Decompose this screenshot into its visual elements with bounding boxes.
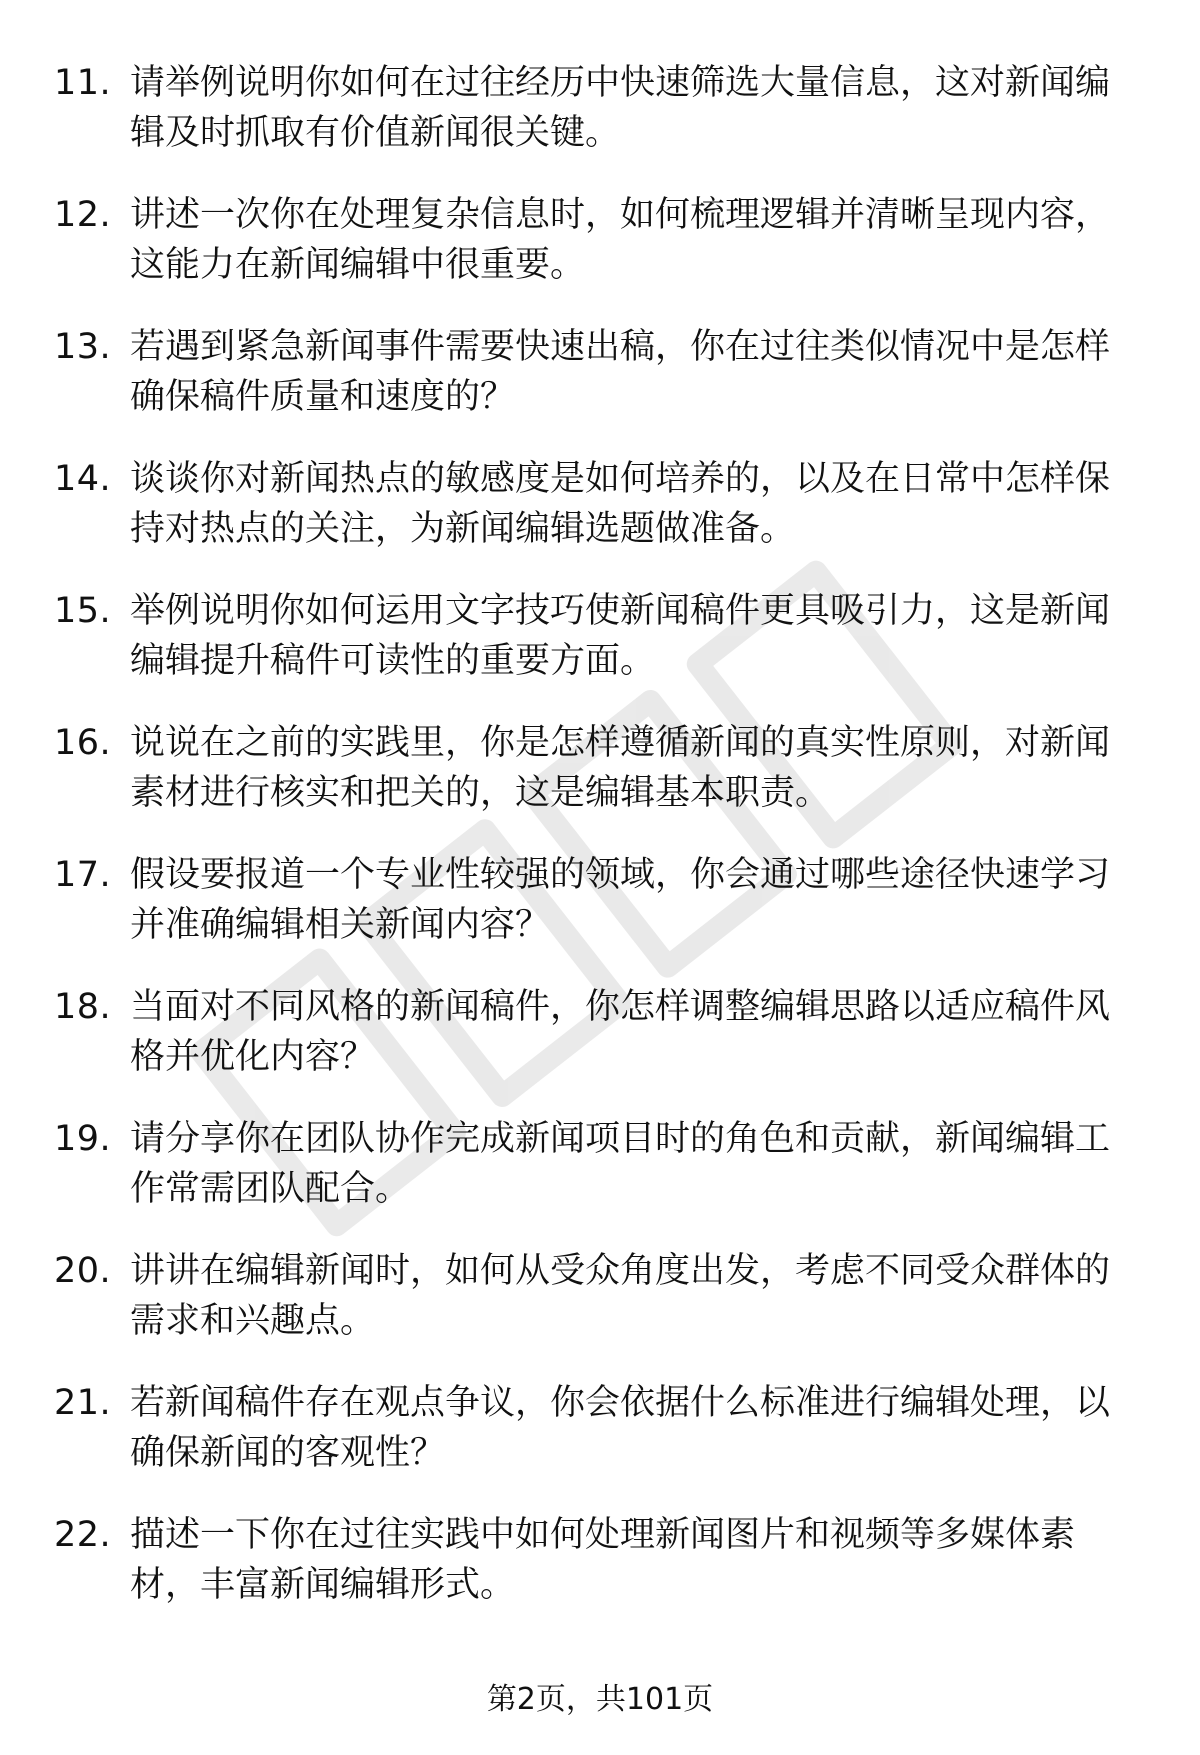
question-line-1: 请分享你在团队协作完成新闻项目时的角色和贡献，新闻编辑工 xyxy=(130,1119,1111,1159)
question-line-1: 请举例说明你如何在过往经历中快速筛选大量信息，这对新闻编 xyxy=(130,63,1111,103)
question-number: 22. xyxy=(54,1515,112,1555)
question-text xyxy=(130,1510,1140,1610)
question-item-20 xyxy=(0,1228,1200,1360)
question-line-1: 若新闻稿件存在观点争议，你会依据什么标准进行编辑处理，以 xyxy=(130,1383,1111,1423)
question-line-2: 编辑提升稿件可读性的重要方面。 xyxy=(130,641,656,681)
question-line-2: 作常需团队配合。 xyxy=(130,1169,411,1209)
question-text xyxy=(130,1114,1140,1214)
question-line-2: 并准确编辑相关新闻内容？ xyxy=(130,905,551,945)
question-number: 17. xyxy=(54,855,112,895)
question-line-2: 确保新闻的客观性？ xyxy=(130,1433,446,1473)
question-line-2: 这能力在新闻编辑中很重要。 xyxy=(130,245,586,285)
question-item-14 xyxy=(0,436,1200,568)
question-item-15 xyxy=(0,568,1200,700)
question-item-12 xyxy=(0,172,1200,304)
question-item-11 xyxy=(0,40,1200,172)
question-text xyxy=(130,190,1140,290)
question-number: 14. xyxy=(54,459,112,499)
question-text xyxy=(130,454,1140,554)
question-text xyxy=(130,586,1140,686)
question-line-2: 辑及时抓取有价值新闻很关键。 xyxy=(130,113,621,153)
question-item-22 xyxy=(0,1492,1200,1624)
question-text xyxy=(130,718,1140,818)
question-number: 13. xyxy=(54,327,112,367)
question-item-18 xyxy=(0,964,1200,1096)
question-text xyxy=(130,1378,1140,1478)
page-number-footer: 第2页，共101页 xyxy=(486,1682,714,1717)
question-text xyxy=(130,58,1140,158)
question-text xyxy=(130,1246,1140,1346)
question-text xyxy=(130,850,1140,950)
question-line-2: 确保稿件质量和速度的？ xyxy=(130,377,516,417)
question-line-1: 说说在之前的实践里，你是怎样遵循新闻的真实性原则，对新闻 xyxy=(130,723,1111,763)
question-number: 21. xyxy=(54,1383,112,1423)
question-number: 19. xyxy=(54,1119,112,1159)
question-number: 12. xyxy=(54,195,112,235)
question-number: 18. xyxy=(54,987,112,1027)
question-line-1: 若遇到紧急新闻事件需要快速出稿，你在过往类似情况中是怎样 xyxy=(130,327,1111,367)
question-number: 11. xyxy=(54,63,112,103)
question-text xyxy=(130,322,1140,422)
question-text xyxy=(130,982,1140,1082)
question-line-1: 举例说明你如何运用文字技巧使新闻稿件更具吸引力，这是新闻 xyxy=(130,591,1111,631)
question-item-19 xyxy=(0,1096,1200,1228)
question-item-17 xyxy=(0,832,1200,964)
question-line-1: 描述一下你在过往实践中如何处理新闻图片和视频等多媒体素 xyxy=(130,1515,1076,1555)
question-number: 20. xyxy=(54,1251,112,1291)
question-line-1: 当面对不同风格的新闻稿件，你怎样调整编辑思路以适应稿件风 xyxy=(130,987,1111,1027)
question-line-2: 持对热点的关注，为新闻编辑选题做准备。 xyxy=(130,509,796,549)
question-line-1: 讲讲在编辑新闻时，如何从受众角度出发，考虑不同受众群体的 xyxy=(130,1251,1111,1291)
question-number: 15. xyxy=(54,591,112,631)
question-line-1: 讲述一次你在处理复杂信息时，如何梳理逻辑并清晰呈现内容， xyxy=(130,195,1111,235)
question-line-2: 素材进行核实和把关的，这是编辑基本职责。 xyxy=(130,773,831,813)
question-number: 16. xyxy=(54,723,112,763)
question-list xyxy=(0,40,1200,1624)
question-item-16 xyxy=(0,700,1200,832)
question-line-1: 假设要报道一个专业性较强的领域，你会通过哪些途径快速学习 xyxy=(130,855,1111,895)
question-item-21 xyxy=(0,1360,1200,1492)
question-item-13 xyxy=(0,304,1200,436)
question-line-2: 需求和兴趣点。 xyxy=(130,1301,376,1341)
question-line-2: 材，丰富新闻编辑形式。 xyxy=(130,1565,516,1605)
question-line-2: 格并优化内容？ xyxy=(130,1037,376,1077)
question-line-1: 谈谈你对新闻热点的敏感度是如何培养的，以及在日常中怎样保 xyxy=(130,459,1111,499)
